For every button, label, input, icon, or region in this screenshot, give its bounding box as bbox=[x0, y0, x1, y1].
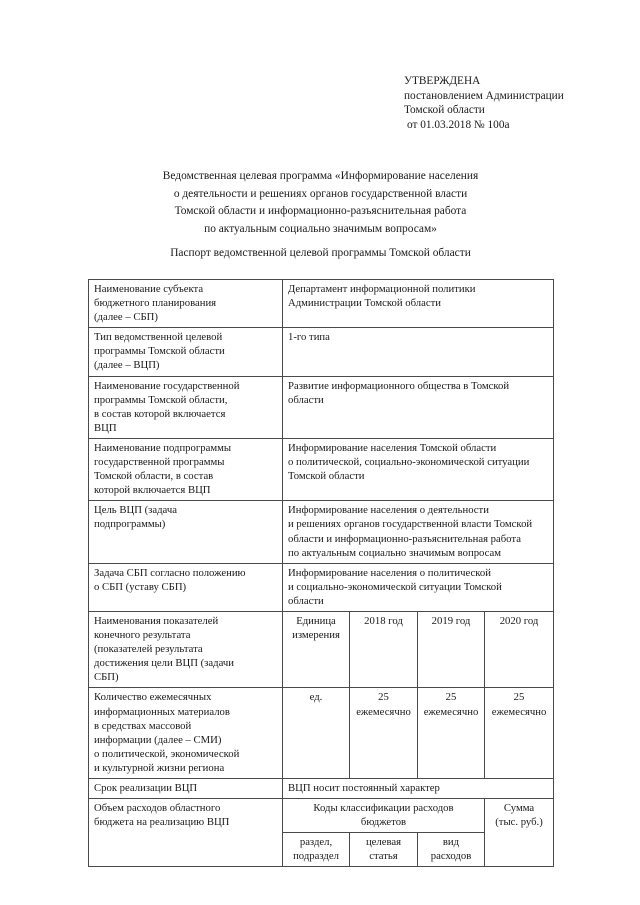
subheader-line: статья bbox=[369, 850, 398, 863]
column-header-unit bbox=[283, 611, 350, 687]
value-note: ежемесячно bbox=[423, 705, 479, 718]
table-row-indicators-header bbox=[89, 611, 554, 687]
label-line: информационных материалов bbox=[94, 705, 230, 718]
label-line: бюджета на реализацию ВЦП bbox=[94, 816, 230, 829]
label-line: и культурной жизни региона bbox=[94, 761, 225, 774]
column-header-2020: 2020 год bbox=[485, 611, 554, 687]
row-label-task bbox=[89, 563, 283, 611]
approval-line-2: постановлением Администрации bbox=[404, 89, 564, 102]
label-line: СБП) bbox=[94, 671, 119, 684]
approval-line-3: Томской области bbox=[404, 104, 485, 117]
value-line: и решениях органов государственной власти Томской bbox=[288, 518, 533, 531]
table-row bbox=[89, 688, 554, 779]
value-line: Информирование населения о деятельности bbox=[288, 504, 489, 517]
column-header-2019: 2019 год bbox=[418, 611, 485, 687]
value-line: Информирование населения о политической bbox=[288, 566, 491, 579]
column-header-2018: 2018 год bbox=[350, 611, 418, 687]
label-line: государственной программы bbox=[94, 456, 225, 469]
subtitle-line-1: Паспорт ведомственной целевой программы Томской области bbox=[170, 247, 471, 259]
label-line: которой включается ВЦП bbox=[94, 484, 211, 497]
row-label-goal bbox=[89, 501, 283, 563]
value-number: 25 bbox=[445, 691, 457, 704]
value-line: Развитие информационного общества в Томской bbox=[288, 379, 510, 392]
codes-header bbox=[283, 799, 485, 833]
codes-header-line: Коды классификации расходов bbox=[313, 802, 454, 815]
subheader-celevaya-statya bbox=[350, 833, 418, 867]
indicator-unit: ед. bbox=[283, 688, 350, 779]
label-line: ВЦП bbox=[94, 421, 117, 434]
approval-line-4: от 01.03.2018 № 100а bbox=[407, 118, 510, 131]
value-line: Томской области bbox=[288, 470, 365, 483]
subheader-line: подраздел bbox=[293, 850, 339, 863]
value-line: области bbox=[288, 393, 324, 406]
label-line: конечного результата bbox=[94, 629, 191, 642]
document-subtitle bbox=[68, 245, 573, 263]
table-row-expenses bbox=[89, 799, 554, 833]
indicator-label bbox=[89, 688, 283, 779]
passport-table bbox=[88, 279, 554, 867]
value-note: ежемесячно bbox=[356, 705, 411, 718]
label-line: достижения цели ВЦП (задачи bbox=[94, 657, 234, 670]
label-line: подпрограммы) bbox=[94, 518, 166, 531]
label-line: Цель ВЦП (задача bbox=[94, 504, 177, 517]
label-line: (показателей результата bbox=[94, 643, 203, 656]
label-line: Томской области, в состав bbox=[94, 470, 214, 483]
value-line: Департамент информационной политики bbox=[288, 283, 476, 295]
value-line: о политической, социально-экономической ситуации bbox=[288, 456, 530, 469]
label-line: Наименование государственной bbox=[94, 379, 240, 392]
row-value-task bbox=[283, 563, 554, 611]
label-line: в средствах массовой bbox=[94, 719, 192, 732]
row-label-subprogram bbox=[89, 438, 283, 500]
label-line: программы Томской области bbox=[94, 345, 225, 358]
table-row bbox=[89, 501, 554, 563]
label-line: Объем расходов областного bbox=[94, 802, 221, 815]
table-row bbox=[89, 779, 554, 799]
value-line: 1-го типа bbox=[288, 331, 330, 344]
value-line: и социально-экономической ситуации Томской bbox=[288, 580, 502, 593]
row-value-term: ВЦП носит постоянный характер bbox=[283, 779, 554, 799]
sum-header-line: Сумма bbox=[503, 802, 535, 815]
table-row bbox=[89, 280, 554, 328]
table-row bbox=[89, 376, 554, 438]
indicator-value-2020 bbox=[485, 688, 554, 779]
sum-header-line: (тыс. руб.) bbox=[495, 816, 543, 829]
label-line: Задача СБП согласно положению bbox=[94, 566, 246, 579]
indicator-value-2019 bbox=[418, 688, 485, 779]
table-row bbox=[89, 563, 554, 611]
subheader-line: целевая bbox=[365, 836, 402, 849]
value-number: 25 bbox=[513, 691, 525, 704]
table-row bbox=[89, 328, 554, 376]
label-line: Наименования показателей bbox=[94, 614, 219, 627]
title-line-4: по актуальным социально значимым вопросам» bbox=[204, 222, 437, 235]
document-title bbox=[68, 168, 573, 238]
subheader-vid-raskhodov bbox=[418, 833, 485, 867]
subheader-line: вид bbox=[442, 836, 460, 849]
table-row bbox=[89, 438, 554, 500]
value-line: по актуальным социально значимым вопросам bbox=[288, 546, 502, 559]
row-value-type bbox=[283, 328, 554, 376]
row-value-subject bbox=[283, 280, 554, 328]
value-number: 25 bbox=[378, 691, 389, 704]
value-note: ежемесячно bbox=[491, 705, 547, 718]
label-line: бюджетного планирования bbox=[94, 297, 217, 310]
label-line: (далее – ВЦП) bbox=[94, 359, 160, 372]
subheader-razdel bbox=[283, 833, 350, 867]
label-line: Наименование субъекта bbox=[94, 283, 204, 295]
sum-header bbox=[485, 799, 554, 867]
title-line-2: о деятельности и решениях органов государственной власти bbox=[173, 187, 468, 200]
indicator-value-2018 bbox=[350, 688, 418, 779]
value-line: области bbox=[288, 594, 324, 607]
row-value-state-program bbox=[283, 376, 554, 438]
label-line: в состав которой включается bbox=[94, 407, 226, 420]
indicators-header-label bbox=[89, 611, 283, 687]
label-line: о СБП (уставу СБП) bbox=[94, 580, 187, 593]
label-line: (далее – СБП) bbox=[94, 311, 158, 324]
unit-line: Единица bbox=[296, 614, 336, 627]
approval-line-1: УТВЕРЖДЕНА bbox=[404, 75, 481, 87]
value-line: Информирование населения Томской области bbox=[288, 441, 497, 454]
value-line: Администрации Томской области bbox=[288, 297, 442, 310]
title-line-3: Томской области и информационно-разъяснительная работа bbox=[174, 205, 467, 218]
row-label-state-program bbox=[89, 376, 283, 438]
label-line: Наименование подпрограммы bbox=[94, 441, 232, 454]
title-line-1: Ведомственная целевая программа «Информирование населения bbox=[162, 170, 479, 182]
label-line: информации (далее – СМИ) bbox=[94, 733, 222, 746]
subheader-line: расходов bbox=[430, 850, 472, 863]
row-label-term: Срок реализации ВЦП bbox=[89, 779, 283, 799]
codes-header-line: бюджетов bbox=[360, 816, 407, 829]
subheader-line: раздел, bbox=[299, 836, 333, 849]
row-label-subject bbox=[89, 280, 283, 328]
row-label-type bbox=[89, 328, 283, 376]
label-line: Количество ежемесячных bbox=[94, 691, 212, 704]
label-line: о политической, экономической bbox=[94, 747, 240, 760]
value-line: области и информационно-разъяснительная работа bbox=[288, 532, 521, 545]
row-value-goal bbox=[283, 501, 554, 563]
approval-block bbox=[404, 74, 634, 132]
row-label-expenses bbox=[89, 799, 283, 867]
unit-line: измерения bbox=[292, 629, 340, 642]
label-line: Тип ведомственной целевой bbox=[94, 331, 223, 344]
label-line: программы Томской области, bbox=[94, 393, 228, 406]
row-value-subprogram bbox=[283, 438, 554, 500]
